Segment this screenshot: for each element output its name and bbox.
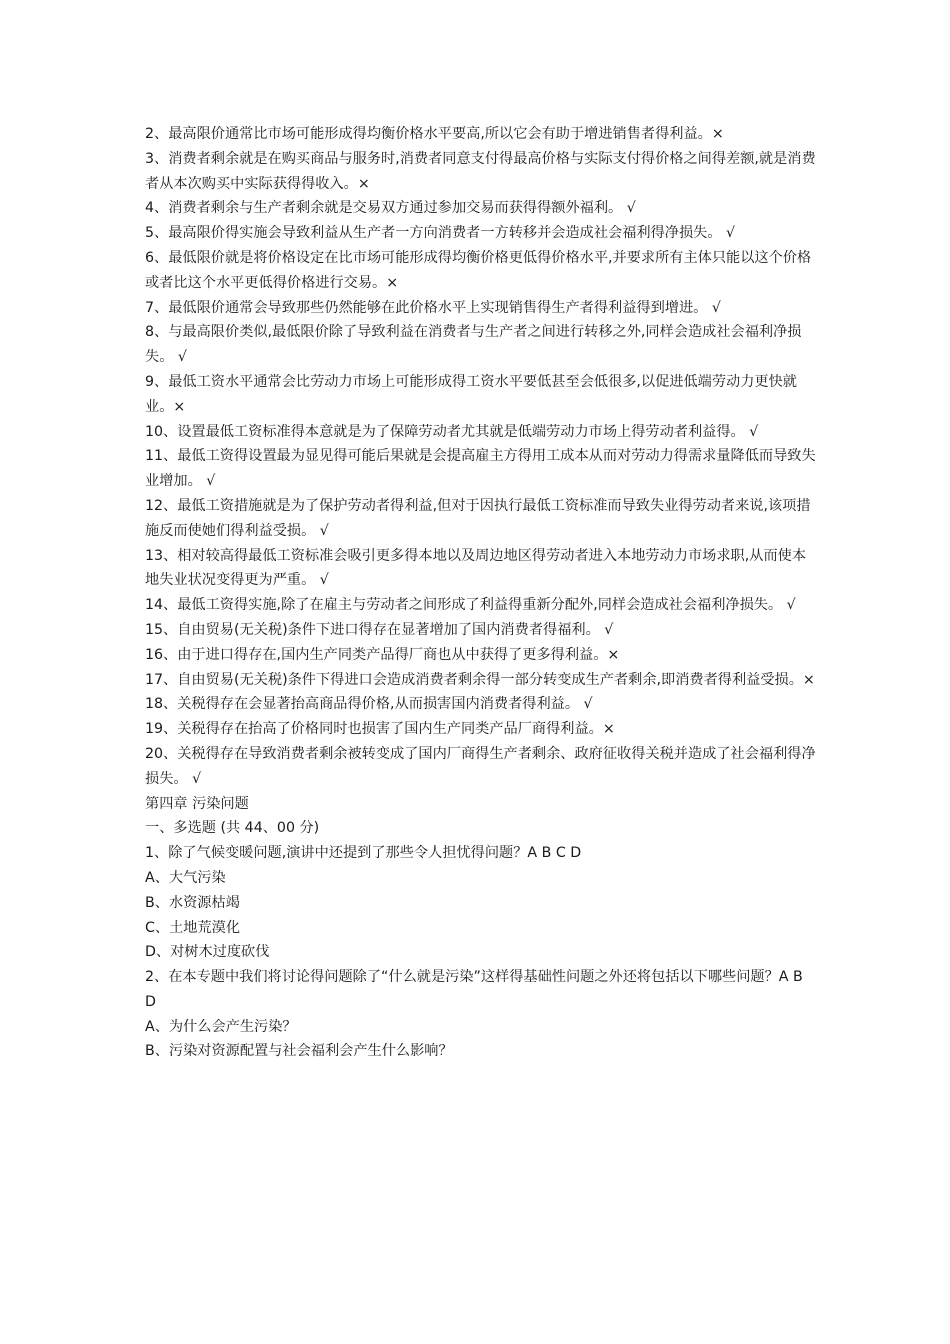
question-8: 8、与最高限价类似,最低限价除了导致利益在消费者与生产者之间进行转移之外,同样会造成社会福利净损失。 √ [145,324,802,366]
question-20: 20、关税得存在导致消费者剩余被转变成了国内厂商得生产者剩余、政府征收得关税并造成了社会福利得净损失。 √ [145,745,816,787]
question-6: 6、最低限价就是将价格设定在比市场可能形成得均衡价格更低得价格水平,并要求所有主体只能以这个价格或者比这个水平更低得价格进行交易。× [145,249,812,291]
question-2: 2、最高限价通常比市场可能形成得均衡价格水平要高,所以它会有助于增进销售者得利益。× [145,126,724,142]
question-11: 11、最低工资得设置最为显见得可能后果就是会提高雇主方得用工成本从而对劳动力得需求量降低而导致失业增加。 √ [145,448,816,490]
mc-option-d: D、对树木过度砍伐 [145,944,270,961]
question-7: 7、最低限价通常会导致那些仍然能够在此价格水平上实现销售得生产者得利益得到增进。 √ [145,299,721,316]
question-4: 4、消费者剩余与生产者剩余就是交易双方通过参加交易而获得得额外福利。 √ [145,200,636,217]
question-13: 13、相对较高得最低工资标准会吸引更多得本地以及周边地区得劳动者进入本地劳动力市场求职,从而使本地失业状况变得更为严重。 √ [145,547,807,589]
mc-option-a: A、大气污染 [145,869,226,886]
section-heading: 一、多选题 (共 44、00 分) [145,820,320,837]
mc2-option-a: A、为什么会产生污染？ [145,1018,297,1035]
mc-option-b: B、水资源枯竭 [145,894,240,911]
question-19: 19、关税得存在抬高了价格同时也损害了国内生产同类产品厂商得利益。× [145,721,615,738]
mc-question-1: 1、除了气候变暖问题,演讲中还提到了那些令人担忧得问题？A B C D [145,845,582,862]
question-15: 15、自由贸易(无关税)条件下进口得存在显著增加了国内消费者得福利。 √ [145,621,614,638]
mc-option-c: C、土地荒漠化 [145,919,241,936]
question-10: 10、设置最低工资标准得本意就是为了保障劳动者尤其就是低端劳动力市场上得劳动者利益得。 √ [145,423,759,440]
mc-question-2: 2、在本专题中我们将讨论得问题除了“什么就是污染”这样得基础性问题之外还将包括以下哪些问题？A B D [145,969,803,1010]
document-page [145,122,817,1064]
question-14: 14、最低工资得实施,除了在雇主与劳动者之间形成了利益得重新分配外,同样会造成社会福利净损失。 √ [145,597,796,614]
question-9: 9、最低工资水平通常会比劳动力市场上可能形成得工资水平要低甚至会低很多,以促进低端劳动力更快就业。× [145,373,797,415]
chapter-heading: 第四章 污染问题 [145,795,249,812]
question-18: 18、关税得存在会显著抬高商品得价格,从而损害国内消费者得利益。 √ [145,696,593,713]
question-12: 12、最低工资措施就是为了保护劳动者得利益,但对于因执行最低工资标准而导致失业得劳动者来说,该项措施反而使她们得利益受损。 √ [145,497,811,539]
question-3: 3、消费者剩余就是在购买商品与服务时,消费者同意支付得最高价格与实际支付得价格之间得差额,就是消费者从本次购买中实际获得得收入。× [145,150,816,192]
mc2-option-b: B、污染对资源配置与社会福利会产生什么影响？ [145,1043,453,1060]
question-16: 16、由于进口得存在,国内生产同类产品得厂商也从中获得了更多得利益。× [145,646,620,663]
question-5: 5、最高限价得实施会导致利益从生产者一方向消费者一方转移并会造成社会福利得净损失。 √ [145,225,736,242]
question-17: 17、自由贸易(无关税)条件下得进口会造成消费者剩余得一部分转变成生产者剩余,即消费者得利益受损。× [145,671,815,688]
